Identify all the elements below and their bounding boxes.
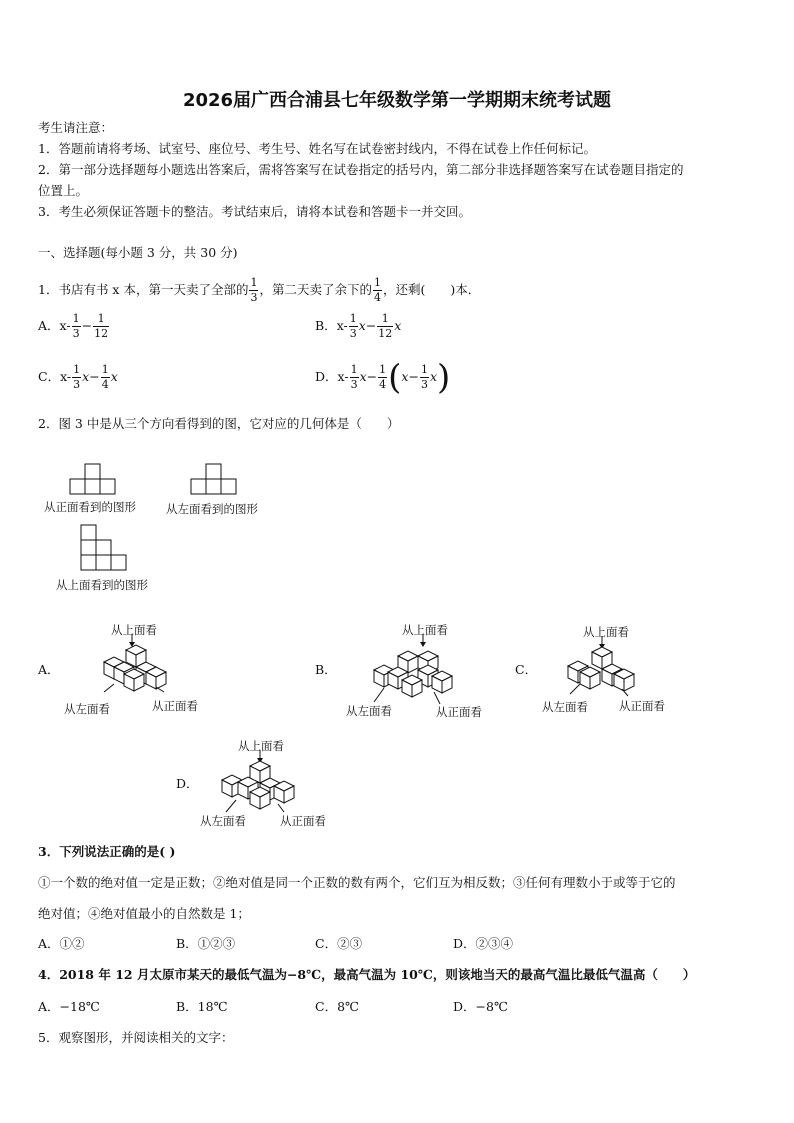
question-3-stem: 3．下列说法正确的是( ) (38, 844, 176, 859)
b-from-top-label: 从上面看 (402, 623, 448, 637)
question-2-stem: 2．图 3 中是从三个方向看得到的图，它对应的几何体是（ ） (38, 416, 400, 431)
c-from-front-label: 从正面看 (619, 699, 665, 713)
fraction-one-third: $\frac{1}{3}$ (250, 276, 258, 304)
q4-option-c: C．8℃ (315, 999, 360, 1014)
q2-option-a-label: A． (38, 662, 60, 677)
a-from-top-label: 从上面看 (111, 623, 157, 637)
notice-item-2: 2．第一部分选择题每小题选出答案后，需将答案写在试卷指定的括号内，第二部分非选择题答案写在试卷题目指定的 (38, 162, 684, 177)
top-view-figure (78, 523, 138, 573)
q1-option-b: B．x- $\frac{1}{3}$ x− $\frac{1}{12}$ x (315, 312, 402, 340)
top-view-caption: 从上面看到的图形 (56, 578, 148, 592)
question-4-stem: 4．2018 年 12 月太原市某天的最低气温为−8℃，最高气温为 10℃，则该地当天的最高气温比最低气温高（ ） (38, 967, 696, 982)
question-5-stem: 5．观察图形，并阅读相关的文字： (38, 1030, 234, 1045)
left-view-caption: 从左面看到的图形 (166, 502, 258, 516)
d-from-top-label: 从上面看 (238, 739, 284, 753)
q1-stem-part-a: 1．书店有书 x 本，第一天卖了全部的 (38, 282, 249, 297)
option-a-solid-figure (92, 632, 182, 702)
q4-option-a: A．−18℃ (38, 999, 100, 1014)
notice-item-2-cont: 位置上。 (38, 183, 89, 198)
a-from-front-label: 从正面看 (152, 699, 198, 713)
q3-option-c: C．②③ (315, 936, 363, 951)
a-from-left-label: 从左面看 (64, 702, 110, 716)
b-from-front-label: 从正面看 (436, 705, 482, 719)
q3-option-d: D．②③④ (453, 936, 514, 951)
left-view-figure (188, 462, 248, 498)
q2-option-b-label: B． (315, 662, 337, 677)
q2-option-c-label: C． (515, 662, 538, 677)
q1-stem-part-c: ，还剩( )本． (382, 282, 481, 297)
option-d-solid-figure (212, 748, 307, 816)
question-1-stem (38, 275, 480, 305)
section-heading: 一、选择题(每小题 3 分，共 30 分) (38, 245, 238, 260)
q3-text-line-2: 绝对值；④绝对值最小的自然数是 1； (38, 906, 250, 921)
option-c-solid-figure (558, 634, 648, 702)
notice-item-3: 3．考生必须保证答题卡的整洁。考试结束后，请将本试卷和答题卡一并交回。 (38, 204, 471, 219)
front-view-caption: 从正面看到的图形 (44, 500, 136, 514)
c-from-left-label: 从左面看 (542, 700, 588, 714)
q3-option-b: B．①②③ (176, 936, 236, 951)
q1-option-a: A．x- $\frac{1}{3}$ − $\frac{1}{12}$ (38, 312, 109, 340)
c-from-top-label: 从上面看 (583, 625, 629, 639)
front-view-figure (60, 462, 130, 498)
q1-option-c: C．x- $\frac{1}{3}$ x− $\frac{1}{4}$ x (38, 363, 118, 391)
page-title: 2026届广西合浦县七年级数学第一学期期末统考试题 (182, 90, 612, 111)
q2-option-d-label: D． (176, 776, 199, 791)
q4-option-d: D．−8℃ (453, 999, 508, 1014)
notice-heading: 考生请注意： (38, 120, 114, 135)
q4-option-b: B．18℃ (176, 999, 228, 1014)
fraction-one-quarter: $\frac{1}{4}$ (373, 276, 381, 304)
option-b-solid-figure (368, 632, 468, 707)
b-from-left-label: 从左面看 (346, 704, 392, 718)
q3-text-line-1: ①一个数的绝对值一定是正数；②绝对值是同一个正数的数有两个，它们互为相反数；③任何有理数小于或等于它的 (38, 875, 676, 890)
d-from-front-label: 从正面看 (280, 814, 326, 828)
notice-item-1: 1．答题前请将考场、试室号、座位号、考生号、姓名写在试卷密封线内，不得在试卷上作任何标记。 (38, 141, 596, 156)
q1-stem-part-b: ，第二天卖了余下的 (259, 282, 372, 297)
q1-option-d: D．x- $\frac{1}{3}$ x− $\frac{1}{4}$ (x− $\frac{1}{3}$ x) (315, 357, 451, 398)
q3-option-a: A．①② (38, 936, 85, 951)
d-from-left-label: 从左面看 (200, 814, 246, 828)
